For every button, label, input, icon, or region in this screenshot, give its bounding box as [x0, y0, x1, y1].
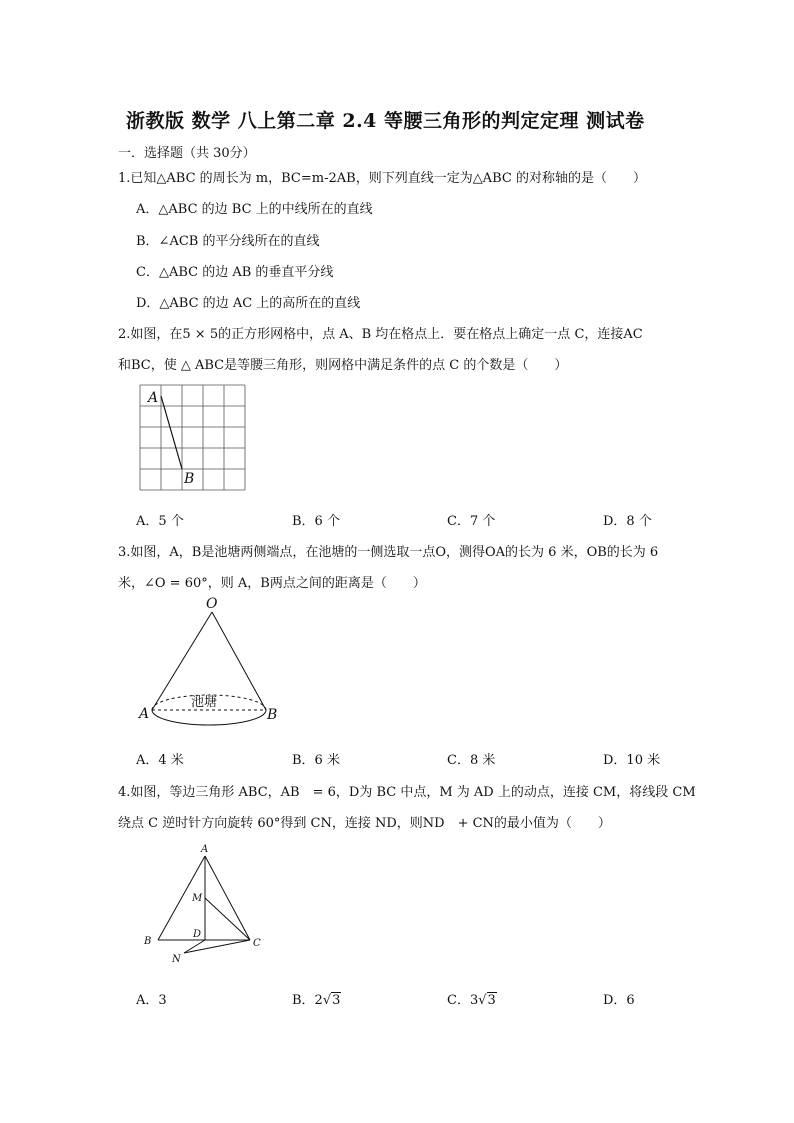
- q4-option-c[interactable]: [447, 989, 497, 1008]
- q4-option-c-prefix: C．3: [447, 993, 479, 1008]
- q3-option-d[interactable]: D．10 米: [603, 753, 661, 768]
- q3-stem-line2: 米，∠O = 60°，则 A，B两点之间的距离是（ ）: [118, 576, 426, 591]
- point-o-label: O: [206, 596, 218, 612]
- point-b-label: B: [267, 707, 278, 723]
- page-title: 浙教版 数学 八上第二章 2.4 等腰三角形的判定定理 测试卷: [126, 110, 645, 132]
- q1-option-b[interactable]: B．∠ACB 的平分线所在的直线: [136, 234, 320, 249]
- sqrt-icon: √3: [478, 993, 496, 1008]
- point-c-label: C: [253, 938, 261, 949]
- q4-option-b[interactable]: [292, 989, 341, 1008]
- q4-option-b-prefix: B．2: [292, 993, 323, 1008]
- q1-option-a[interactable]: A．△ABC 的边 BC 上的中线所在的直线: [136, 202, 373, 217]
- q1-stem: 1.已知△ABC 的周长为 m，BC=m-2AB，则下列直线一定为△ABC 的对称轴的是（ ）: [118, 171, 646, 186]
- q3-pond-figure: [136, 594, 286, 736]
- q2-option-a[interactable]: A．5 个: [136, 514, 184, 529]
- point-a-label: A: [148, 390, 159, 406]
- q4-option-b-radicand: 3: [332, 993, 341, 1008]
- q2-option-d[interactable]: D．8 个: [603, 514, 652, 529]
- pond-label: 池塘: [191, 695, 218, 710]
- segment-ab: [161, 396, 182, 469]
- q2-stem-line2: 和BC，使 △ ABC是等腰三角形，则网格中满足条件的点 C 的个数是（ ）: [118, 358, 568, 373]
- q3-option-a[interactable]: A．4 米: [136, 753, 184, 768]
- q4-stem-line1: 4.如图，等边三角形 ABC，AB = 6，D为 BC 中点，M 为 AD 上的动点，连接 CM，将线段 CM: [118, 785, 696, 800]
- point-a-label: A: [201, 844, 209, 855]
- q4-option-c-radicand: 3: [487, 993, 496, 1008]
- q4-triangle-figure: [140, 840, 270, 970]
- q3-option-b[interactable]: B．6 米: [292, 753, 340, 768]
- q4-stem-line2: 绕点 C 逆时针方向旋转 60°得到 CN，连接 ND，则ND + CN的最小值为（ ）: [118, 816, 611, 831]
- q4-option-d[interactable]: D．6: [603, 993, 635, 1008]
- point-a-label: A: [139, 706, 150, 722]
- point-m-label: M: [192, 893, 203, 904]
- q2-grid-figure: [130, 380, 255, 498]
- pond-lower-arc: [152, 710, 266, 725]
- q2-option-c[interactable]: C．7 个: [447, 514, 496, 529]
- point-b-label: B: [184, 471, 195, 487]
- point-d-label: D: [193, 929, 202, 940]
- q3-option-c[interactable]: C．8 米: [447, 753, 496, 768]
- point-n-label: N: [172, 954, 181, 965]
- sqrt-icon: √3: [322, 993, 341, 1008]
- q4-option-a[interactable]: A．3: [136, 993, 167, 1008]
- q1-option-c[interactable]: C．△ABC 的边 AB 的垂直平分线: [136, 265, 334, 280]
- side-ac: [205, 856, 250, 940]
- point-b-label: B: [144, 936, 152, 947]
- segment-cm: [205, 898, 250, 940]
- q2-stem-line1: 2.如图，在5 × 5的正方形网格中，点 A、B 均在格点上．要在格点上确定一点 C，连接AC: [118, 327, 643, 342]
- q2-option-b[interactable]: B．6 个: [292, 514, 340, 529]
- q3-stem-line1: 3.如图，A，B是池塘两侧端点，在池塘的一侧选取一点O，测得OA的长为 6 米，OB的长为 6: [118, 545, 659, 560]
- q1-option-d[interactable]: D．△ABC 的边 AC 上的高所在的直线: [136, 296, 361, 311]
- section-heading: 一．选择题（共 30分）: [118, 146, 256, 161]
